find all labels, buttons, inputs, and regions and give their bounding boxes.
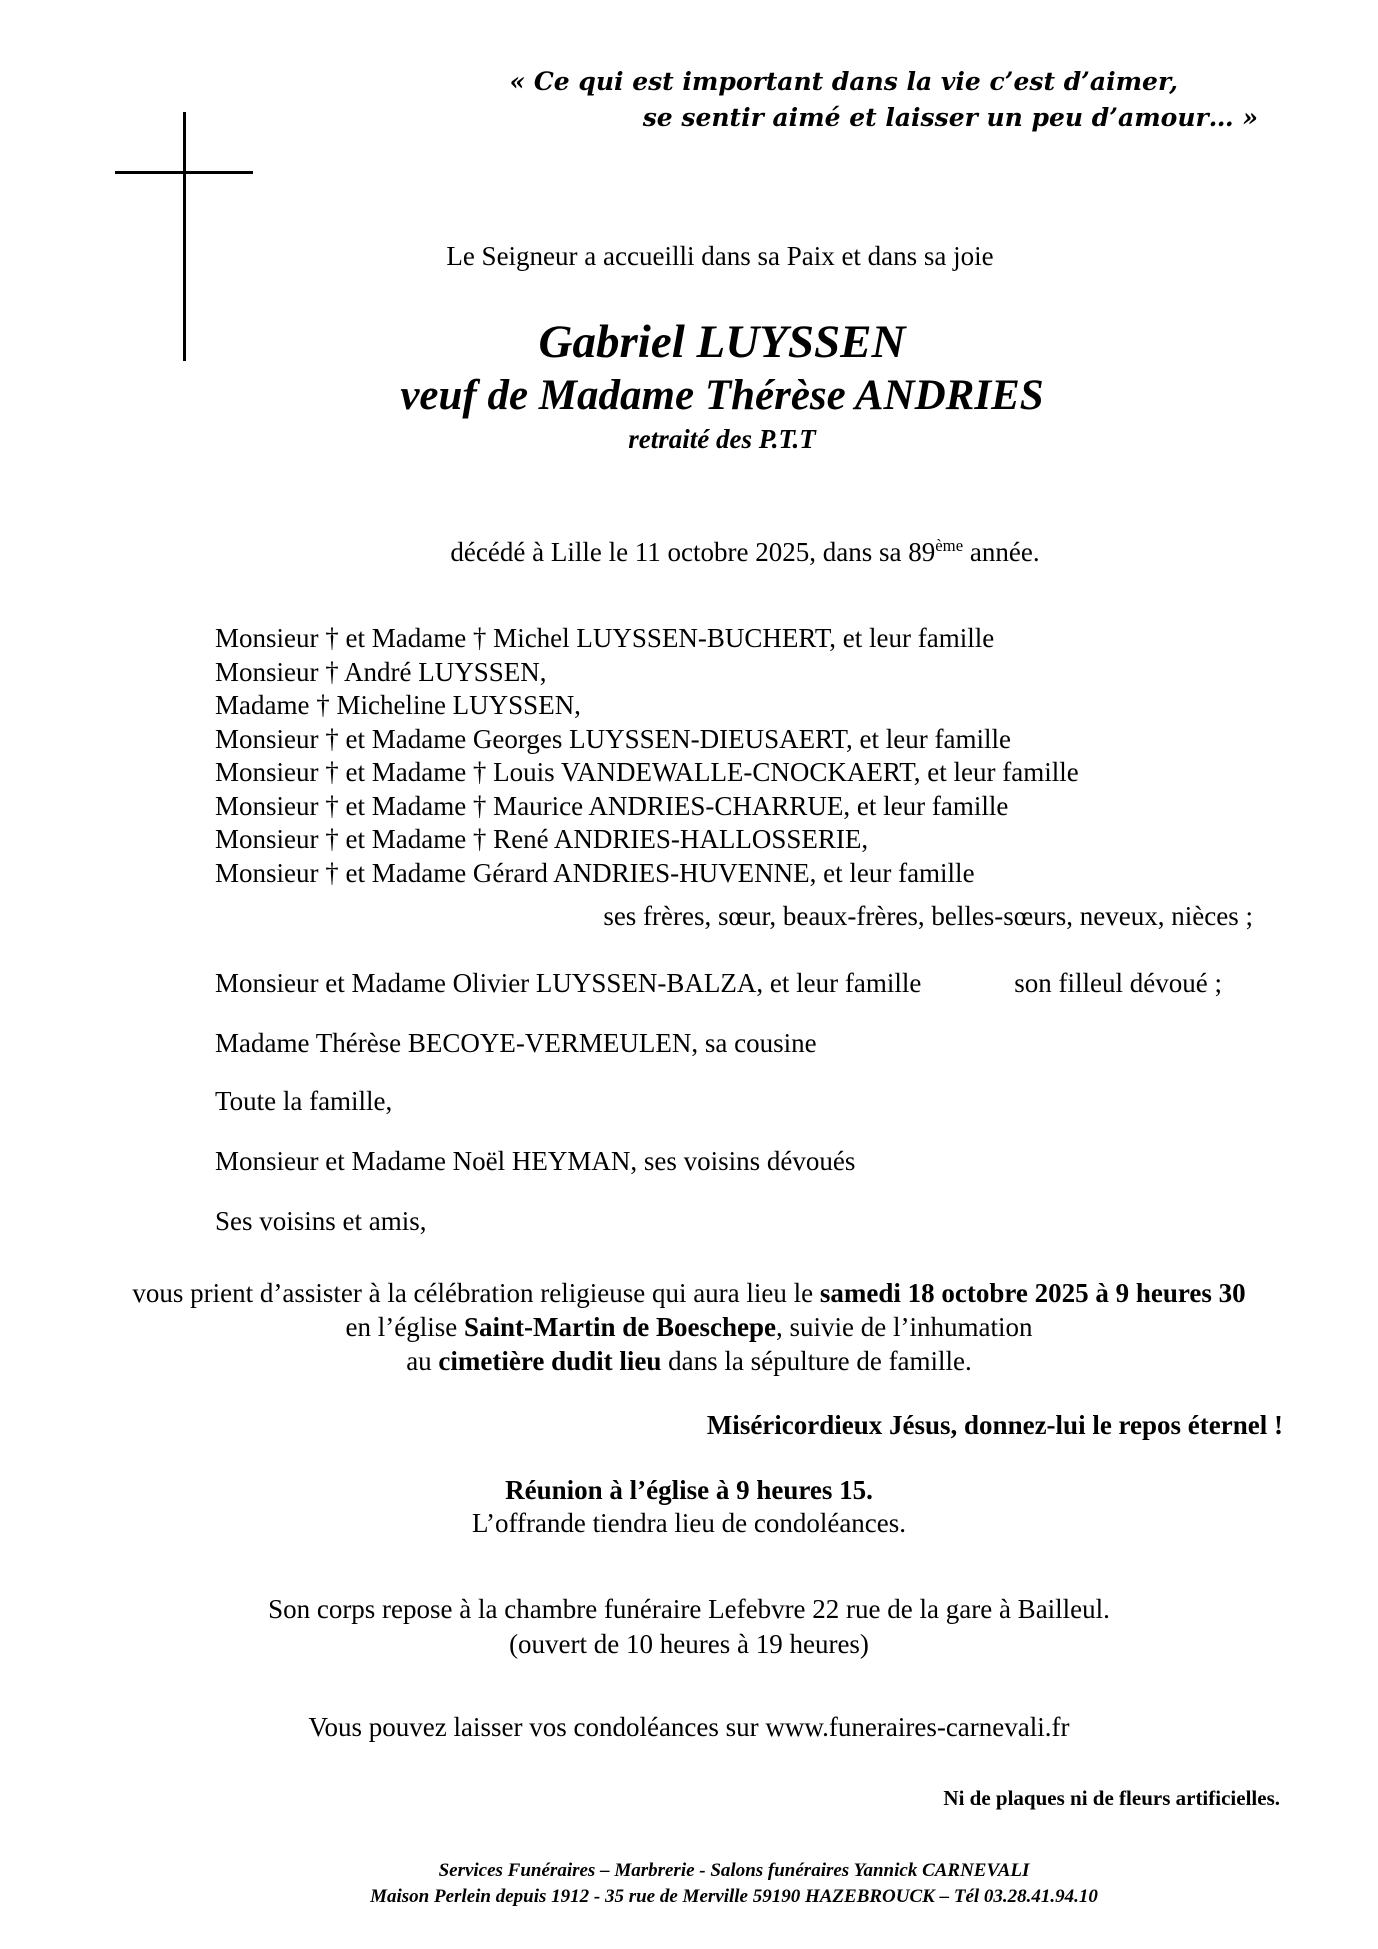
ceremony-line1 bbox=[0, 1276, 1378, 1310]
godson-role-note: son filleul dévoué ; bbox=[1014, 968, 1222, 998]
condolences-line: Vous pouvez laisser vos condoléances sur www.funeraires-carnevali.fr bbox=[308, 1712, 1070, 1742]
meeting-line: Réunion à l’église à 9 heures 15. bbox=[505, 1475, 873, 1505]
ceremony-date-time: samedi 18 octobre 2025 à 9 heures 30 bbox=[819, 1278, 1246, 1308]
family-list-item: Madame † Micheline LUYSSEN, bbox=[215, 690, 581, 720]
prayer-line: Miséricordieux Jésus, donnez-lui le repos éternel ! bbox=[706, 1410, 1283, 1440]
footer-line2: Maison Perlein depuis 1912 - 35 rue de Merville 59190 HAZEBROUCK – Tél 03.28.41.94.10 bbox=[370, 1886, 1098, 1907]
family-list-item: Monsieur † et Madame Georges LUYSSEN-DIEUSAERT, et leur famille bbox=[215, 723, 1011, 754]
ceremony-line1-text: vous prient d’assister à la célébration religieuse qui aura lieu le bbox=[132, 1278, 820, 1308]
funeral-home-footer bbox=[0, 1858, 1378, 1910]
cousin-line: Madame Thérèse BECOYE-VERMEULEN, sa cousine bbox=[215, 1028, 817, 1058]
family-list-item: Monsieur † et Madame † Maurice ANDRIES-CHARRUE, et leur famille bbox=[215, 790, 1009, 821]
repose-line: Son corps repose à la chambre funéraire Lefebvre 22 rue de la gare à Bailleul. bbox=[268, 1594, 1110, 1624]
opening-quote bbox=[0, 64, 1258, 136]
godson-family: Monsieur et Madame Olivier LUYSSEN-BALZA, et leur famille bbox=[215, 968, 922, 998]
ceremony-line2 bbox=[0, 1310, 1378, 1344]
family-list-item: Monsieur † et Madame † René ANDRIES-HALLOSSERIE, bbox=[215, 824, 869, 854]
family-list bbox=[215, 622, 1079, 890]
intro-line: Le Seigneur a accueilli dans sa Paix et dans sa joie bbox=[446, 241, 994, 271]
offering-line: L’offrande tiendra lieu de condoléances. bbox=[471, 1508, 907, 1538]
deceased-title-block bbox=[0, 314, 1378, 456]
family-role-note: ses frères, sœur, beaux-frères, belles-sœurs, neveux, nièces ; bbox=[603, 901, 1253, 931]
ceremony-line2-text: en l’église bbox=[345, 1312, 464, 1342]
ceremony-paragraph bbox=[0, 1276, 1378, 1378]
ceremony-line3 bbox=[0, 1344, 1378, 1378]
friends-line: Ses voisins et amis, bbox=[215, 1206, 427, 1236]
deceased-relation: veuf de Madame Thérèse ANDRIES bbox=[400, 372, 1044, 419]
ceremony-line2-tail: , suivie de l’inhumation bbox=[775, 1312, 1033, 1342]
deceased-name: Gabriel LUYSSEN bbox=[538, 316, 906, 368]
whole-family-line: Toute la famille, bbox=[215, 1086, 393, 1116]
family-list-item: Monsieur † et Madame † Michel LUYSSEN-BUCHERT, et leur famille bbox=[215, 623, 995, 653]
death-notice bbox=[0, 536, 1378, 568]
death-notice-tail: année. bbox=[963, 537, 1040, 567]
death-notice-ordinal-superscript: ème bbox=[935, 536, 964, 555]
godson-row bbox=[215, 968, 1222, 999]
family-list-item: Monsieur † André LUYSSEN, bbox=[215, 656, 547, 687]
cross-icon-horizontal-bar bbox=[115, 171, 253, 174]
no-flowers-note: Ni de plaques ni de fleurs artificielles. bbox=[943, 1786, 1280, 1810]
ceremony-line3-tail: dans la sépulture de famille. bbox=[661, 1346, 972, 1376]
ceremony-cemetery: cimetière dudit lieu bbox=[438, 1346, 662, 1376]
meeting-block bbox=[0, 1474, 1378, 1540]
death-notice-text: décédé à Lille le 11 octobre 2025, dans sa 89 bbox=[450, 537, 936, 567]
neighbors-line: Monsieur et Madame Noël HEYMAN, ses voisins dévoués bbox=[215, 1146, 856, 1176]
repose-block bbox=[0, 1592, 1378, 1662]
opening-quote-line1: « Ce qui est important dans la vie c’est d’aimer, bbox=[509, 67, 1178, 96]
ceremony-line3-text: au bbox=[406, 1346, 439, 1376]
deceased-occupation: retraité des P.T.T bbox=[628, 424, 816, 454]
family-list-item: Monsieur † et Madame † Louis VANDEWALLE-CNOCKAERT, et leur famille bbox=[215, 757, 1079, 787]
family-list-item: Monsieur † et Madame Gérard ANDRIES-HUVENNE, et leur famille bbox=[215, 857, 975, 888]
footer-line1: Services Funéraires – Marbrerie - Salons funéraires Yannick CARNEVALI bbox=[438, 1860, 1030, 1881]
repose-hours-line: (ouvert de 10 heures à 19 heures) bbox=[509, 1629, 869, 1659]
opening-quote-line2: se sentir aimé et laisser un peu d’amour… » bbox=[642, 103, 1258, 132]
ceremony-church: Saint-Martin de Boeschepe bbox=[464, 1312, 776, 1342]
